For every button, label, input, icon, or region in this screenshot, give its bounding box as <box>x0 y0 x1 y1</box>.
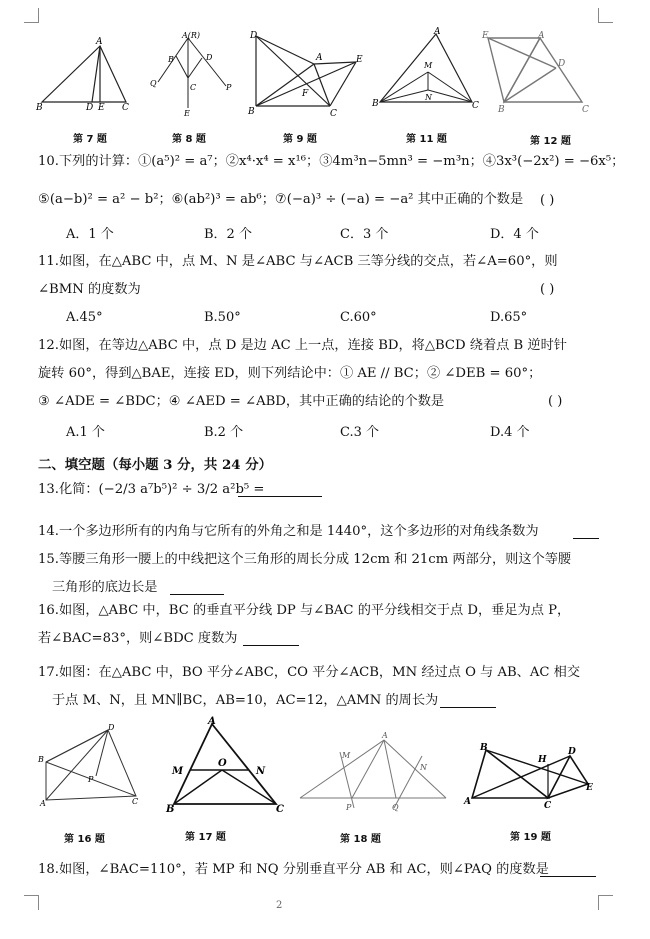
q13-answer-blank <box>238 482 322 497</box>
svg-text:A: A <box>538 31 545 41</box>
svg-text:N: N <box>256 766 266 777</box>
svg-text:D: D <box>250 31 258 41</box>
svg-text:N: N <box>420 763 427 772</box>
q11-option-d: D.65° <box>490 310 528 325</box>
q12-option-d: D.4 个 <box>490 425 530 440</box>
svg-text:C: C <box>330 109 337 119</box>
svg-text:O: O <box>218 758 227 769</box>
svg-text:C: C <box>122 103 129 113</box>
svg-text:A: A <box>464 797 471 807</box>
caption-q19: 第 19 题 <box>510 832 551 843</box>
q10-line1: 10.下列的计算：①(a⁵)² = a⁷；②x⁴·x⁴ = x¹⁶；③4m³n−5mn³ = −m³n；④3x³(−2x²) = −6x⁵； <box>38 154 625 169</box>
figure-q16 <box>36 720 146 810</box>
q11-line1: 11.如图，在△ABC 中，点 M、N 是∠ABC 与∠ACB 三等分线的交点，若∠A=60°，则 <box>38 254 558 269</box>
q16-line1: 16.如图，△ABC 中，BC 的垂直平分线 DP 与∠BAC 的平分线相交于点 D，垂足为点 P， <box>38 603 571 618</box>
crop-mark-bottom-left <box>24 895 39 910</box>
q16-answer-blank <box>243 631 299 646</box>
svg-text:D: D <box>206 53 213 62</box>
crop-mark-top-left <box>24 8 39 23</box>
caption-q16: 第 16 题 <box>64 834 105 845</box>
svg-text:C: C <box>472 101 479 111</box>
svg-text:A: A <box>208 716 216 727</box>
svg-text:E: E <box>482 31 489 41</box>
svg-text:B: B <box>166 804 175 815</box>
q10-option-c: C．3 个 <box>340 227 389 242</box>
q10-option-d: D．4 个 <box>490 227 539 242</box>
q17-answer-blank <box>440 693 496 708</box>
q11-option-c: C.60° <box>340 310 377 325</box>
svg-text:M: M <box>424 61 433 70</box>
caption-q7: 第 7 题 <box>73 134 107 145</box>
svg-text:F: F <box>302 89 309 99</box>
figure-q19 <box>462 742 602 811</box>
q12-line2: 旋转 60°，得到△BAE，连接 ED，则下列结论中：① AE // BC；② ∠DEB = 60°； <box>38 366 542 381</box>
svg-text:H: H <box>538 755 547 765</box>
q12-line1: 12.如图，在等边△ABC 中，点 D 是边 AC 上一点，连接 BD，将△BCD 绕着点 B 逆时针 <box>38 338 567 353</box>
q15-answer-blank <box>170 580 224 595</box>
svg-text:M: M <box>342 751 351 760</box>
svg-text:B: B <box>38 755 44 764</box>
svg-text:D: D <box>558 59 566 69</box>
q13-text: 13.化简：(−2/3 a⁷b⁵)² ÷ 3/2 a²b⁵ = <box>38 482 265 497</box>
svg-text:P: P <box>346 803 352 812</box>
svg-text:C: C <box>190 83 197 92</box>
figure-q7 <box>30 32 140 112</box>
figure-q18 <box>296 730 456 812</box>
svg-text:D: D <box>86 103 94 113</box>
q16-line2: 若∠BAC=83°，则∠BDC 度数为 <box>38 631 238 646</box>
svg-text:Q: Q <box>150 79 157 88</box>
caption-q8: 第 8 题 <box>172 134 206 145</box>
q17-line2: 于点 M、N，且 MN∥BC，AB=10，AC=12，△AMN 的周长为 <box>52 693 439 708</box>
figure-q9 <box>246 30 368 119</box>
q11-option-b: B.50° <box>204 310 241 325</box>
q15-line1: 15.等腰三角形一腰上的中线把这个三角形的周长分成 12cm 和 21cm 两部分，则这个等腰 <box>38 552 572 567</box>
q11-answer-paren: ( ) <box>540 282 555 297</box>
svg-text:D: D <box>568 747 576 757</box>
caption-q12: 第 12 题 <box>530 136 571 147</box>
svg-text:A: A <box>316 53 323 63</box>
q11-option-a: A.45° <box>66 310 103 325</box>
svg-text:Q: Q <box>392 803 399 812</box>
figure-q17 <box>164 716 288 814</box>
q10-answer-paren: ( ) <box>540 193 555 208</box>
svg-text:A: A <box>40 799 46 808</box>
svg-text:B: B <box>168 55 174 64</box>
figure-q8 <box>140 30 240 118</box>
svg-text:A(R): A(R) <box>182 31 201 40</box>
q12-option-a: A.1 个 <box>66 425 105 440</box>
q18-answer-blank <box>540 862 596 877</box>
figure-q11 <box>368 26 478 116</box>
page-number: 2 <box>276 900 283 911</box>
q10-option-b: B．2 个 <box>204 227 252 242</box>
svg-text:C: C <box>582 105 589 115</box>
svg-text:A: A <box>382 731 388 740</box>
svg-text:P: P <box>226 83 232 92</box>
crop-mark-top-right <box>598 8 613 23</box>
svg-text:A: A <box>434 27 441 37</box>
q15-line2: 三角形的底边长是 <box>52 580 158 595</box>
q14-answer-blank <box>573 524 599 539</box>
svg-text:E: E <box>98 103 105 113</box>
q10-option-a: A．1 个 <box>66 227 114 242</box>
svg-text:A: A <box>96 37 103 47</box>
q12-answer-paren: ( ) <box>548 394 563 409</box>
svg-text:C: C <box>132 797 139 806</box>
svg-text:B: B <box>248 107 255 117</box>
svg-text:C: C <box>276 804 284 815</box>
svg-text:B: B <box>36 103 43 113</box>
q12-option-b: B.2 个 <box>204 425 244 440</box>
svg-text:B: B <box>498 105 505 115</box>
svg-text:N: N <box>425 93 432 102</box>
crop-mark-bottom-right <box>598 895 613 910</box>
svg-text:P: P <box>88 775 94 784</box>
svg-text:C: C <box>544 801 552 811</box>
caption-q9: 第 9 题 <box>283 134 317 145</box>
svg-text:B: B <box>480 743 488 753</box>
q14-text: 14.一个多边形所有的内角与它所有的外角之和是 1440°，这个多边形的对角线条数为 <box>38 524 539 539</box>
q11-line2: ∠BMN 的度数为 <box>38 282 141 297</box>
q10-line2: ⑤(a−b)² = a² − b²；⑥(ab²)³ = ab⁶；⑦(−a)³ ÷ (−a) = −a² 其中正确的个数是 <box>38 192 524 207</box>
caption-q11: 第 11 题 <box>406 134 447 145</box>
section-title-fill-in: 二、填空题（每小题 3 分，共 24 分） <box>38 457 273 473</box>
svg-text:E: E <box>184 109 190 118</box>
svg-text:M: M <box>172 766 184 777</box>
caption-q17: 第 17 题 <box>185 832 226 843</box>
svg-text:E: E <box>586 783 593 793</box>
svg-text:D: D <box>108 723 115 732</box>
q17-line1: 17.如图：在△ABC 中，BO 平分∠ABC，CO 平分∠ACB，MN 经过点 O 与 AB、AC 相交 <box>38 665 581 680</box>
caption-q18: 第 18 题 <box>340 834 381 845</box>
figure-q12 <box>478 28 596 116</box>
q18-text: 18.如图，∠BAC=110°，若 MP 和 NQ 分别垂直平分 AB 和 AC，则∠PAQ 的度数是 <box>38 862 549 877</box>
q12-option-c: C.3 个 <box>340 425 380 440</box>
svg-text:B: B <box>372 99 379 109</box>
q12-line3: ③ ∠ADE = ∠BDC；④ ∠AED = ∠ABD，其中正确的结论的个数是 <box>38 394 445 409</box>
svg-text:E: E <box>356 55 363 65</box>
